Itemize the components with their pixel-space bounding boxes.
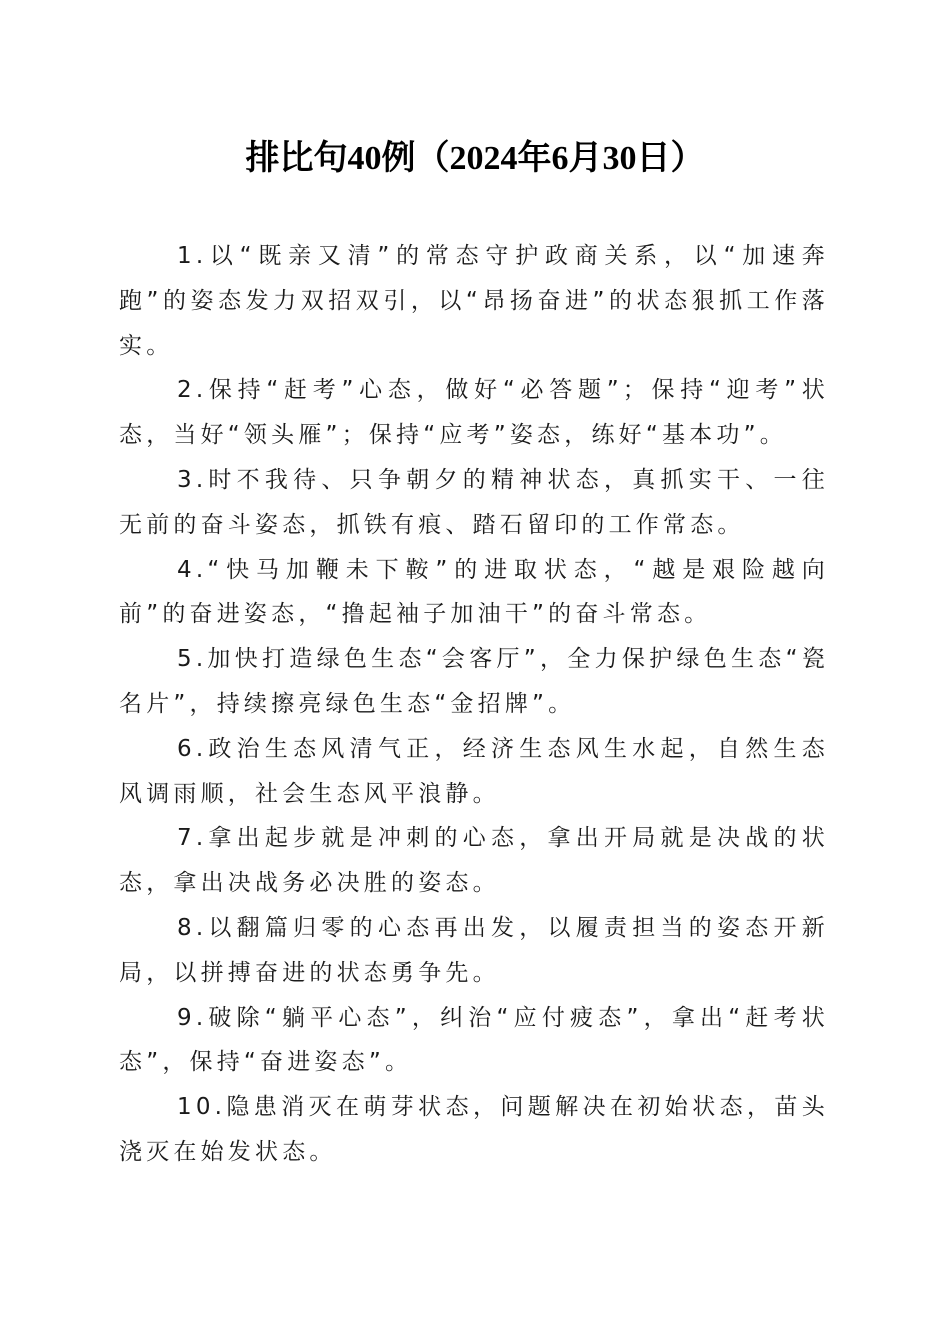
list-item: 7.拿出起步就是冲刺的心态，拿出开局就是决战的状态，拿出决战务必决胜的姿态。 <box>119 825 829 897</box>
list-item: 9.破除“躺平心态”，纠治“应付疲态”，拿出“赶考状态”，保持“奋进姿态”。 <box>119 1004 829 1076</box>
list-item: 5.加快打造绿色生态“会客厅”，全力保护绿色生态“瓷名片”，持续擦亮绿色生态“金招牌”。 <box>119 646 829 717</box>
list-item: 4.“快马加鞭未下鞍”的进取状态，“越是艰险越向前”的奋进姿态，“撸起袖子加油干”的奋斗常态。 <box>119 556 829 628</box>
document-title: 排比句40例（2024年6月30日） <box>245 140 705 177</box>
document-body <box>119 234 829 1175</box>
list-item: 3.时不我待、只争朝夕的精神状态，真抓实干、一往无前的奋斗姿态，抓铁有痕、踏石留印的工作常态。 <box>119 466 829 538</box>
list-item: 2.保持“赶考”心态，做好“必答题”；保持“迎考”状态，当好“领头雁”；保持“应考”姿态，练好“基本功”。 <box>119 377 829 449</box>
list-item: 10.隐患消灭在萌芽状态，问题解决在初始状态，苗头浇灭在始发状态。 <box>119 1094 829 1165</box>
list-item: 6.政治生态风清气正，经济生态风生水起，自然生态风调雨顺，社会生态风平浪静。 <box>119 735 829 807</box>
list-item: 1.以“既亲又清”的常态守护政商关系，以“加速奔跑”的姿态发力双招双引，以“昂扬奋进”的状态狠抓工作落实。 <box>119 243 829 359</box>
list-item: 8.以翻篇归零的心态再出发，以履责担当的姿态开新局，以拼搏奋进的状态勇争先。 <box>119 914 829 986</box>
